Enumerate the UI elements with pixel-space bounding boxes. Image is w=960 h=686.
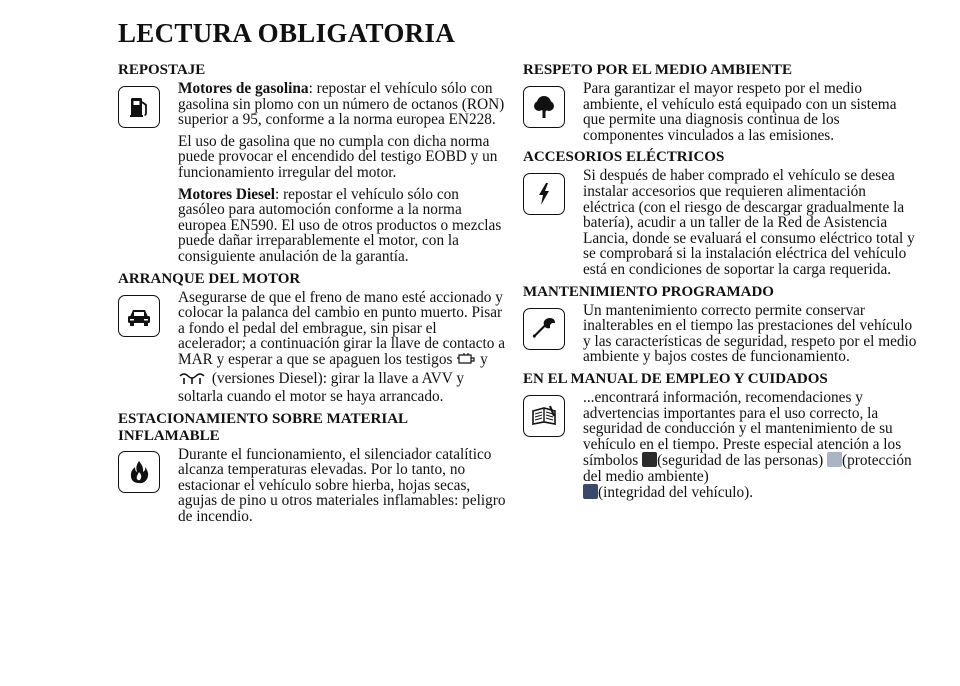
heading-repostaje: REPOSTAJE xyxy=(118,62,206,78)
estacionamiento-text: Durante el funcionamiento, el silenciador catalítico alcanza temperaturas elevadas. Por lo tanto, no estacionar el vehículo sobre hierba, hojas secas, agujas de pino u otros materiales inflamables: peligro de incendio. xyxy=(178,445,506,526)
manual-text-2: (seguridad de las personas) xyxy=(657,452,824,470)
gasoline-text-2: El uso de gasolina que no cumpla con dicha norma puede provocar el encendido del testigo EOBD y un funcionamiento irregular del motor. xyxy=(178,132,498,181)
diesel-label: Motores Diesel xyxy=(178,185,275,203)
lightning-icon xyxy=(523,173,565,215)
gasoline-text: : repostar el vehículo sólo con gasolina sin plomo con un número de octanos (RON) superior a 95, conforme a la norma europea EN228. xyxy=(178,80,505,129)
heading-arranque: ARRANQUE DEL MOTOR xyxy=(118,270,301,287)
arranque-text-3: (versiones Diesel): girar la llave a AVV y soltarla cuando el motor se haya arrancado. xyxy=(178,369,465,406)
manual-text-3: (protección del medio ambiente) xyxy=(583,452,912,485)
tree-icon xyxy=(523,86,565,128)
flame-icon xyxy=(118,451,160,493)
manual-text-1: ...encontrará información, recomendaciones y advertencias importantes para el uso correcto, la seguridad de conducción y el mantenimiento de su vehículo en el tiempo. Preste especial atención a los símbolos xyxy=(583,388,902,470)
section-mantenimiento xyxy=(523,284,918,365)
book-icon xyxy=(523,395,565,437)
heading-accesorios: ACCESORIOS ELÉCTRICOS xyxy=(523,149,725,166)
left-column xyxy=(118,62,506,531)
glow-plug-icon xyxy=(178,372,208,390)
section-estacionamiento xyxy=(118,411,506,525)
people-safety-symbol-icon xyxy=(642,452,657,467)
heading-manual: EN EL MANUAL DE EMPLEO Y CUIDADOS xyxy=(523,370,828,387)
diesel-text: : repostar el vehículo sólo con gasóleo para automoción conforme a la norma europea EN590. El uso de otros productos o mezclas puede dañar irreparablemente el motor, con la consiguiente anulación de la garantía. xyxy=(178,185,502,265)
medio-ambiente-text: Para garantizar el mayor respeto por el medio ambiente, el vehículo está equipado con un sistema que permite una diagnosis continua de los componentes vinculados a las emisiones. xyxy=(583,80,897,144)
manual-text-4: (integridad del vehículo). xyxy=(598,484,754,502)
section-repostaje xyxy=(118,62,506,265)
car-icon xyxy=(118,295,160,337)
vehicle-integrity-symbol-icon xyxy=(583,484,598,499)
accesorios-text: Si después de haber comprado el vehículo se desea instalar accesorios que requieren alimentación eléctrica (con el riesgo de descargar gradualmente la batería), acudir a un taller de la Red de Asistencia Lancia, donde se evaluará el consumo eléctrico total y se comprobará si la instalación eléctrica del vehículo está en condiciones de soportar la carga requerida. xyxy=(583,167,915,278)
wrench-icon xyxy=(523,308,565,350)
section-manual xyxy=(523,371,918,501)
fuel-pump-icon xyxy=(118,86,160,128)
heading-medio-ambiente: RESPETO POR EL MEDIO AMBIENTE xyxy=(523,62,792,78)
section-arranque xyxy=(118,271,506,405)
section-medio-ambiente xyxy=(523,62,918,143)
engine-warning-icon xyxy=(456,352,476,371)
environment-symbol-icon xyxy=(827,452,842,467)
gasoline-label: Motores de gasolina xyxy=(178,80,309,97)
arranque-text-2: y xyxy=(480,350,488,368)
heading-mantenimiento: MANTENIMIENTO PROGRAMADO xyxy=(523,283,774,300)
heading-estacionamiento: ESTACIONAMIENTO SOBRE MATERIAL INFLAMABLE xyxy=(118,410,408,444)
right-column xyxy=(523,62,918,507)
arranque-text-1: Asegurarse de que el freno de mano esté accionado y colocar la palanca del cambio en punto muerto. Pisar a fondo el pedal del embrague, sin pisar el acelerador; a continuación girar la llave de contacto a MAR y esperar a que se apaguen los testigos xyxy=(178,288,506,368)
section-accesorios xyxy=(523,149,918,277)
mantenimiento-text: Un mantenimiento correcto permite conservar inalterables en el tiempo las prestaciones del vehículo y las características de seguridad, respeto por el medio ambiente y bajos costes de funcionamiento. xyxy=(583,301,917,366)
page-title: LECTURA OBLIGATORIA xyxy=(118,18,456,48)
